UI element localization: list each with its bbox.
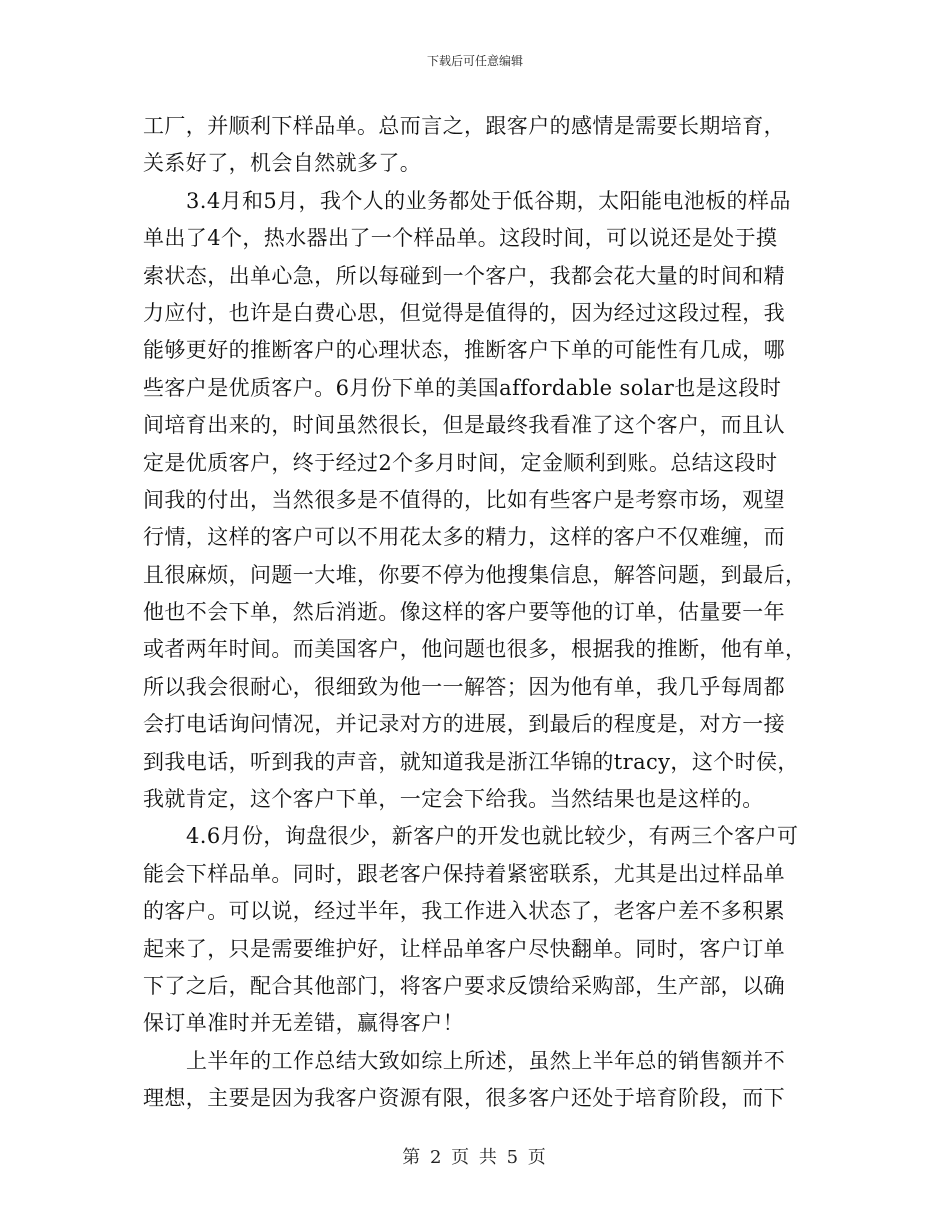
body-line: 间培育出来的，时间虽然很长，但是最终我看准了这个客户，而且认: [143, 413, 785, 438]
body-line: 起来了，只是需要维护好，让样品单客户尽快翻单。同时，客户订单: [143, 936, 785, 961]
body-line: 到我电话，听到我的声音，就知道我是浙江华锦的tracy，这个时侯，: [143, 749, 799, 774]
body-line: 我就肯定，这个客户下单，一定会下给我。当然结果也是这样的。: [143, 787, 764, 812]
document-body: [143, 108, 813, 1118]
paragraph-start-line: 4.6月份，询盘很少，新客户的开发也就比较少，有两三个客户可: [186, 824, 799, 849]
body-line: 他也不会下单，然后消逝。像这样的客户要等他的订单，估量要一年: [143, 600, 785, 625]
body-line: 定是优质客户，终于经过2个多月时间，定金顺利到账。总结这段时: [143, 450, 778, 475]
body-line: 会打电话询问情况，并记录对方的进展，到最后的程度是，对方一接: [143, 712, 785, 737]
body-line: 能会下样品单。同时，跟老客户保持着紧密联系，尤其是出过样品单: [143, 861, 785, 886]
body-line: 能够更好的推断客户的心理状态，推断客户下单的可能性有几成，哪: [143, 338, 785, 363]
page-number-footer: 第 2 页 共 5 页: [402, 1147, 548, 1168]
body-line: 些客户是优质客户。6月份下单的美国affordable solar也是这段时: [143, 375, 782, 400]
body-line: 所以我会很耐心，很细致为他一一解答；因为他有单，我几乎每周都: [143, 674, 785, 699]
page-header: 下载后可任意编辑: [426, 54, 523, 68]
body-line: 且很麻烦，问题一大堆，你要不停为他搜集信息，解答问题，到最后，: [143, 562, 807, 587]
body-line: 工厂，并顺利下样品单。总而言之，跟客户的感情是需要长期培育，: [143, 114, 785, 138]
body-line: 单出了4个，热水器出了一个样品单。这段时间，可以说还是处于摸: [143, 226, 778, 251]
body-line: 或者两年时间。而美国客户，他问题也很多，根据我的推断，他有单，: [143, 637, 807, 662]
body-line: 行情，这样的客户可以不用花太多的精力，这样的客户不仅难缠，而: [143, 525, 785, 550]
body-line: 间我的付出，当然很多是不值得的，比如有些客户是考察市场，观望: [143, 487, 785, 512]
body-line: 的客户。可以说，经过半年，我工作进入状态了，老客户差不多积累: [143, 899, 785, 924]
body-line: 力应付，也许是白费心思，但觉得是值得的，因为经过这段过程，我: [143, 300, 785, 325]
body-line: 保订单准时并无差错，赢得客户！: [143, 1011, 464, 1036]
body-line: 理想，主要是因为我客户资源有限，很多客户还处于培育阶段，而下: [143, 1086, 785, 1111]
body-line: 下了之后，配合其他部门，将客户要求反馈给采购部，生产部，以确: [143, 973, 785, 998]
body-line: 索状态，出单心急，所以每碰到一个客户，我都会花大量的时间和精: [143, 263, 785, 288]
paragraph-start-line: 3.4月和5月，我个人的业务都处于低谷期，太阳能电池板的样品: [186, 188, 791, 213]
paragraph-start-line: 上半年的工作总结大致如综上所述，虽然上半年总的销售额并不: [186, 1048, 786, 1073]
body-line: 关系好了，机会自然就多了。: [143, 151, 422, 176]
